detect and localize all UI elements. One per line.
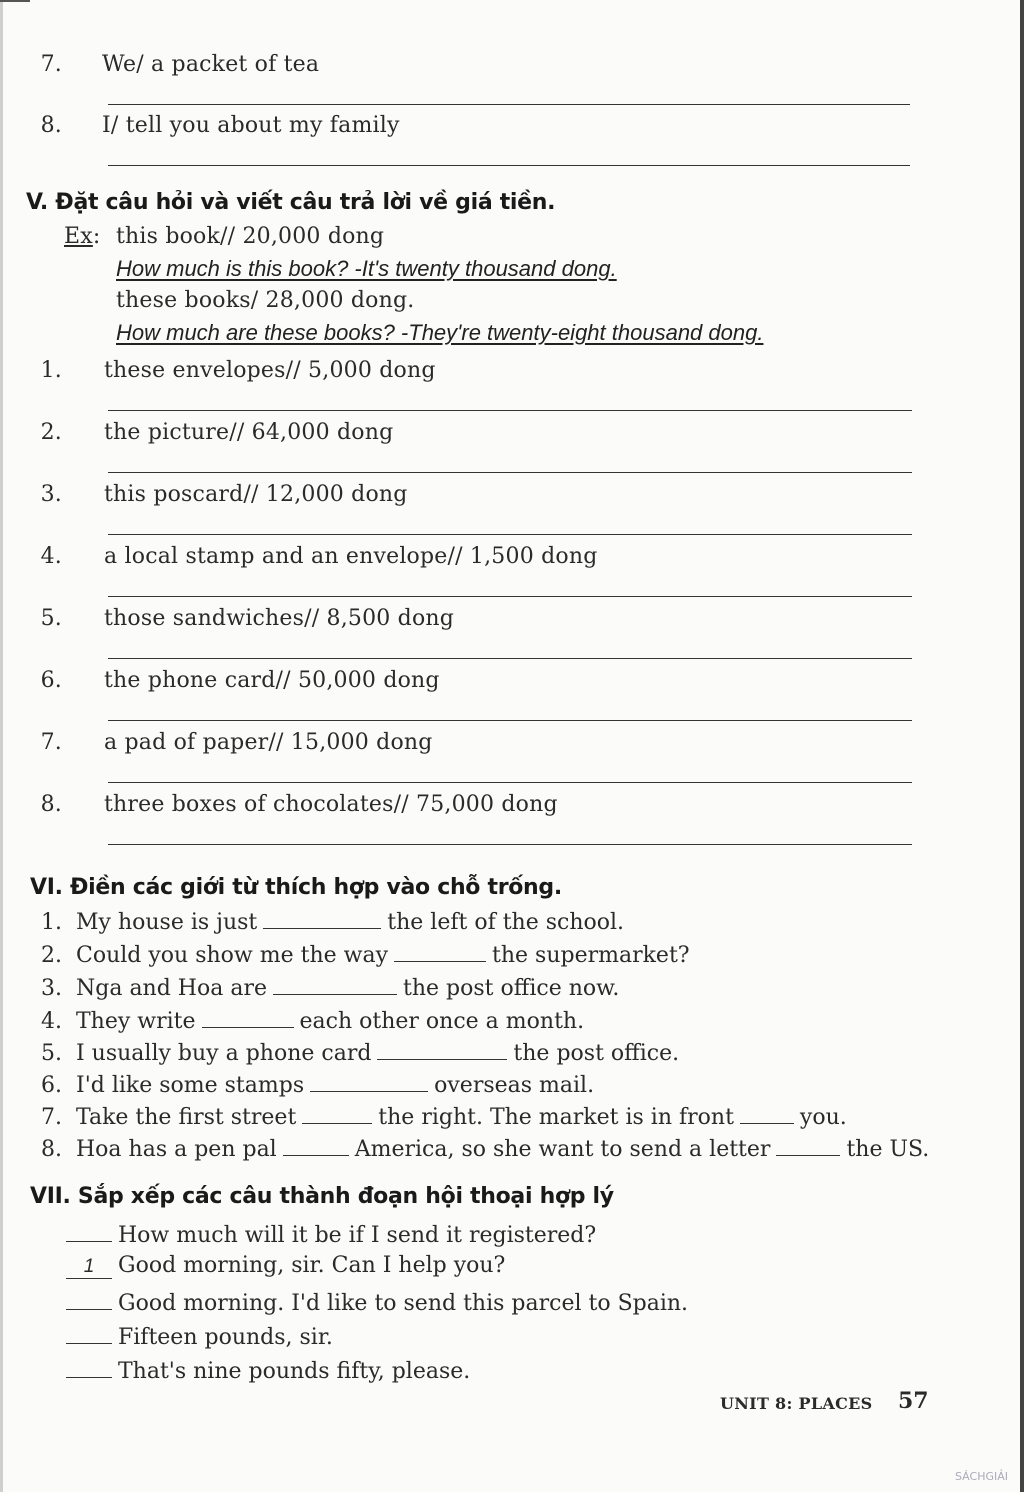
answer-line: [108, 104, 910, 105]
blank-input[interactable]: [302, 1105, 372, 1124]
blank-input[interactable]: [776, 1137, 840, 1156]
dialogue-text: Good morning. I'd like to send this parcel to Spain.: [118, 1291, 689, 1316]
section-heading: VI. Điền các giới từ thích hợp vào chỗ trống.: [30, 875, 562, 900]
order-blank-input[interactable]: [66, 1219, 112, 1242]
ex-colon: :: [92, 224, 101, 249]
fill-item: [30, 943, 690, 968]
item-text: the picture// 64,000 dong: [104, 420, 394, 445]
item-text: each other once a month.: [299, 1009, 585, 1034]
fill-item: [30, 1073, 594, 1098]
item-number: 6.: [41, 1073, 62, 1098]
dialogue-text: How much will it be if I send it registered?: [118, 1223, 597, 1248]
order-blank-input[interactable]: [66, 1355, 112, 1378]
dialogue-text: That's nine pounds fifty, please.: [118, 1359, 471, 1384]
item-number: 8.: [40, 792, 62, 817]
blank-input[interactable]: [283, 1137, 349, 1156]
answer-line[interactable]: [108, 782, 912, 783]
item-number: 8.: [40, 113, 62, 138]
item-number: 1.: [41, 910, 62, 935]
item-number: 5.: [41, 1041, 62, 1066]
item-text: these envelopes// 5,000 dong: [104, 358, 436, 383]
dialogue-line: [66, 1287, 688, 1316]
item-text: this poscard// 12,000 dong: [104, 482, 408, 507]
item-text: Take the first street: [76, 1105, 297, 1130]
blank-input[interactable]: [310, 1073, 428, 1092]
example-prompt: these books/ 28,000 dong.: [116, 288, 415, 313]
item-text: overseas mail.: [434, 1073, 595, 1098]
answer-line: [108, 165, 910, 166]
item-number: 1.: [40, 358, 62, 383]
order-blank-input[interactable]: [66, 1321, 112, 1344]
item-text: those sandwiches// 8,500 dong: [104, 606, 455, 631]
dialogue-line: [66, 1321, 333, 1350]
fill-item: [30, 910, 624, 935]
blank-input[interactable]: [377, 1041, 507, 1060]
item-text: I'd like some stamps: [76, 1073, 305, 1098]
answer-line[interactable]: [108, 658, 912, 659]
item-number: 2.: [40, 420, 62, 445]
dialogue-line: [66, 1219, 596, 1248]
blank-input[interactable]: [202, 1009, 294, 1028]
item-text: I usually buy a phone card: [76, 1041, 372, 1066]
item-text: America, so she want to send a letter: [354, 1137, 771, 1162]
item-text: a pad of paper// 15,000 dong: [104, 730, 433, 755]
example-prompt: this book// 20,000 dong: [116, 224, 385, 249]
item-number: 7.: [40, 52, 62, 77]
item-number: 7.: [40, 730, 62, 755]
item-number: 3.: [40, 482, 62, 507]
blank-input[interactable]: [263, 910, 381, 929]
order-blank-input[interactable]: [66, 1287, 112, 1310]
item-number: 3.: [41, 976, 62, 1001]
example-answer: How much are these books? -They're twenty-eight thousand dong.: [116, 320, 764, 345]
blank-input[interactable]: [394, 943, 486, 962]
item-text: Hoa has a pen pal: [76, 1137, 277, 1162]
item-number: 5.: [40, 606, 62, 631]
answer-line[interactable]: [108, 410, 912, 411]
ex-label: Ex: [64, 224, 93, 249]
item-number: 8.: [41, 1137, 62, 1162]
item-text: Nga and Hoa are: [76, 976, 267, 1001]
unit-label: UNIT 8: PLACES: [720, 1394, 873, 1413]
item-text: the phone card// 50,000 dong: [104, 668, 440, 693]
item-text: you.: [799, 1105, 847, 1130]
item-text: three boxes of chocolates// 75,000 dong: [104, 792, 558, 817]
answer-line[interactable]: [108, 596, 912, 597]
dialogue-line: [66, 1355, 470, 1384]
fill-item: [30, 976, 619, 1001]
answer-line[interactable]: [108, 534, 912, 535]
item-number: 4.: [40, 544, 62, 569]
item-number: 4.: [41, 1009, 62, 1034]
section-heading: V. Đặt câu hỏi và viết câu trả lời về giá tiền.: [26, 190, 556, 215]
item-number: 7.: [41, 1105, 62, 1130]
item-text: a local stamp and an envelope// 1,500 dong: [104, 544, 598, 569]
dialogue-text: Good morning, sir. Can I help you?: [118, 1253, 506, 1278]
item-text: My house is just: [76, 910, 258, 935]
example-answer: How much is this book? -It's twenty thousand dong.: [116, 256, 617, 281]
fill-item: [30, 1041, 679, 1066]
page-number: 57: [898, 1388, 929, 1414]
item-text: the supermarket?: [492, 943, 690, 968]
answer-line[interactable]: [108, 720, 912, 721]
page-edge-left: [0, 0, 3, 1492]
item-number: 6.: [40, 668, 62, 693]
fill-item: [30, 1009, 584, 1034]
item-text: the right. The market is in front: [378, 1105, 734, 1130]
answer-line[interactable]: [108, 472, 912, 473]
fill-item: [30, 1105, 847, 1130]
order-blank-input[interactable]: 1: [66, 1256, 112, 1279]
blank-input[interactable]: [740, 1105, 794, 1124]
blank-input[interactable]: [273, 976, 397, 995]
section-heading: VII. Sắp xếp các câu thành đoạn hội thoại hợp lý: [30, 1184, 614, 1209]
item-text: Could you show me the way: [76, 943, 388, 968]
item-text: the post office now.: [403, 976, 620, 1001]
example-label: [64, 224, 101, 249]
page-edge-right: [1020, 0, 1024, 1492]
item-text: the post office.: [513, 1041, 680, 1066]
watermark-logo: SÁCHGIẢI: [955, 1470, 1009, 1483]
item-text: We/ a packet of tea: [102, 52, 320, 77]
dialogue-text: Fifteen pounds, sir.: [118, 1325, 333, 1350]
item-number: 2.: [41, 943, 62, 968]
item-text: the left of the school.: [387, 910, 625, 935]
answer-line[interactable]: [108, 844, 912, 845]
fill-item: [30, 1137, 929, 1162]
item-text: the US.: [846, 1137, 930, 1162]
item-text: I/ tell you about my family: [102, 113, 400, 138]
item-text: They write: [76, 1009, 196, 1034]
dialogue-line: [66, 1253, 505, 1279]
page-edge-top: [0, 0, 30, 2]
